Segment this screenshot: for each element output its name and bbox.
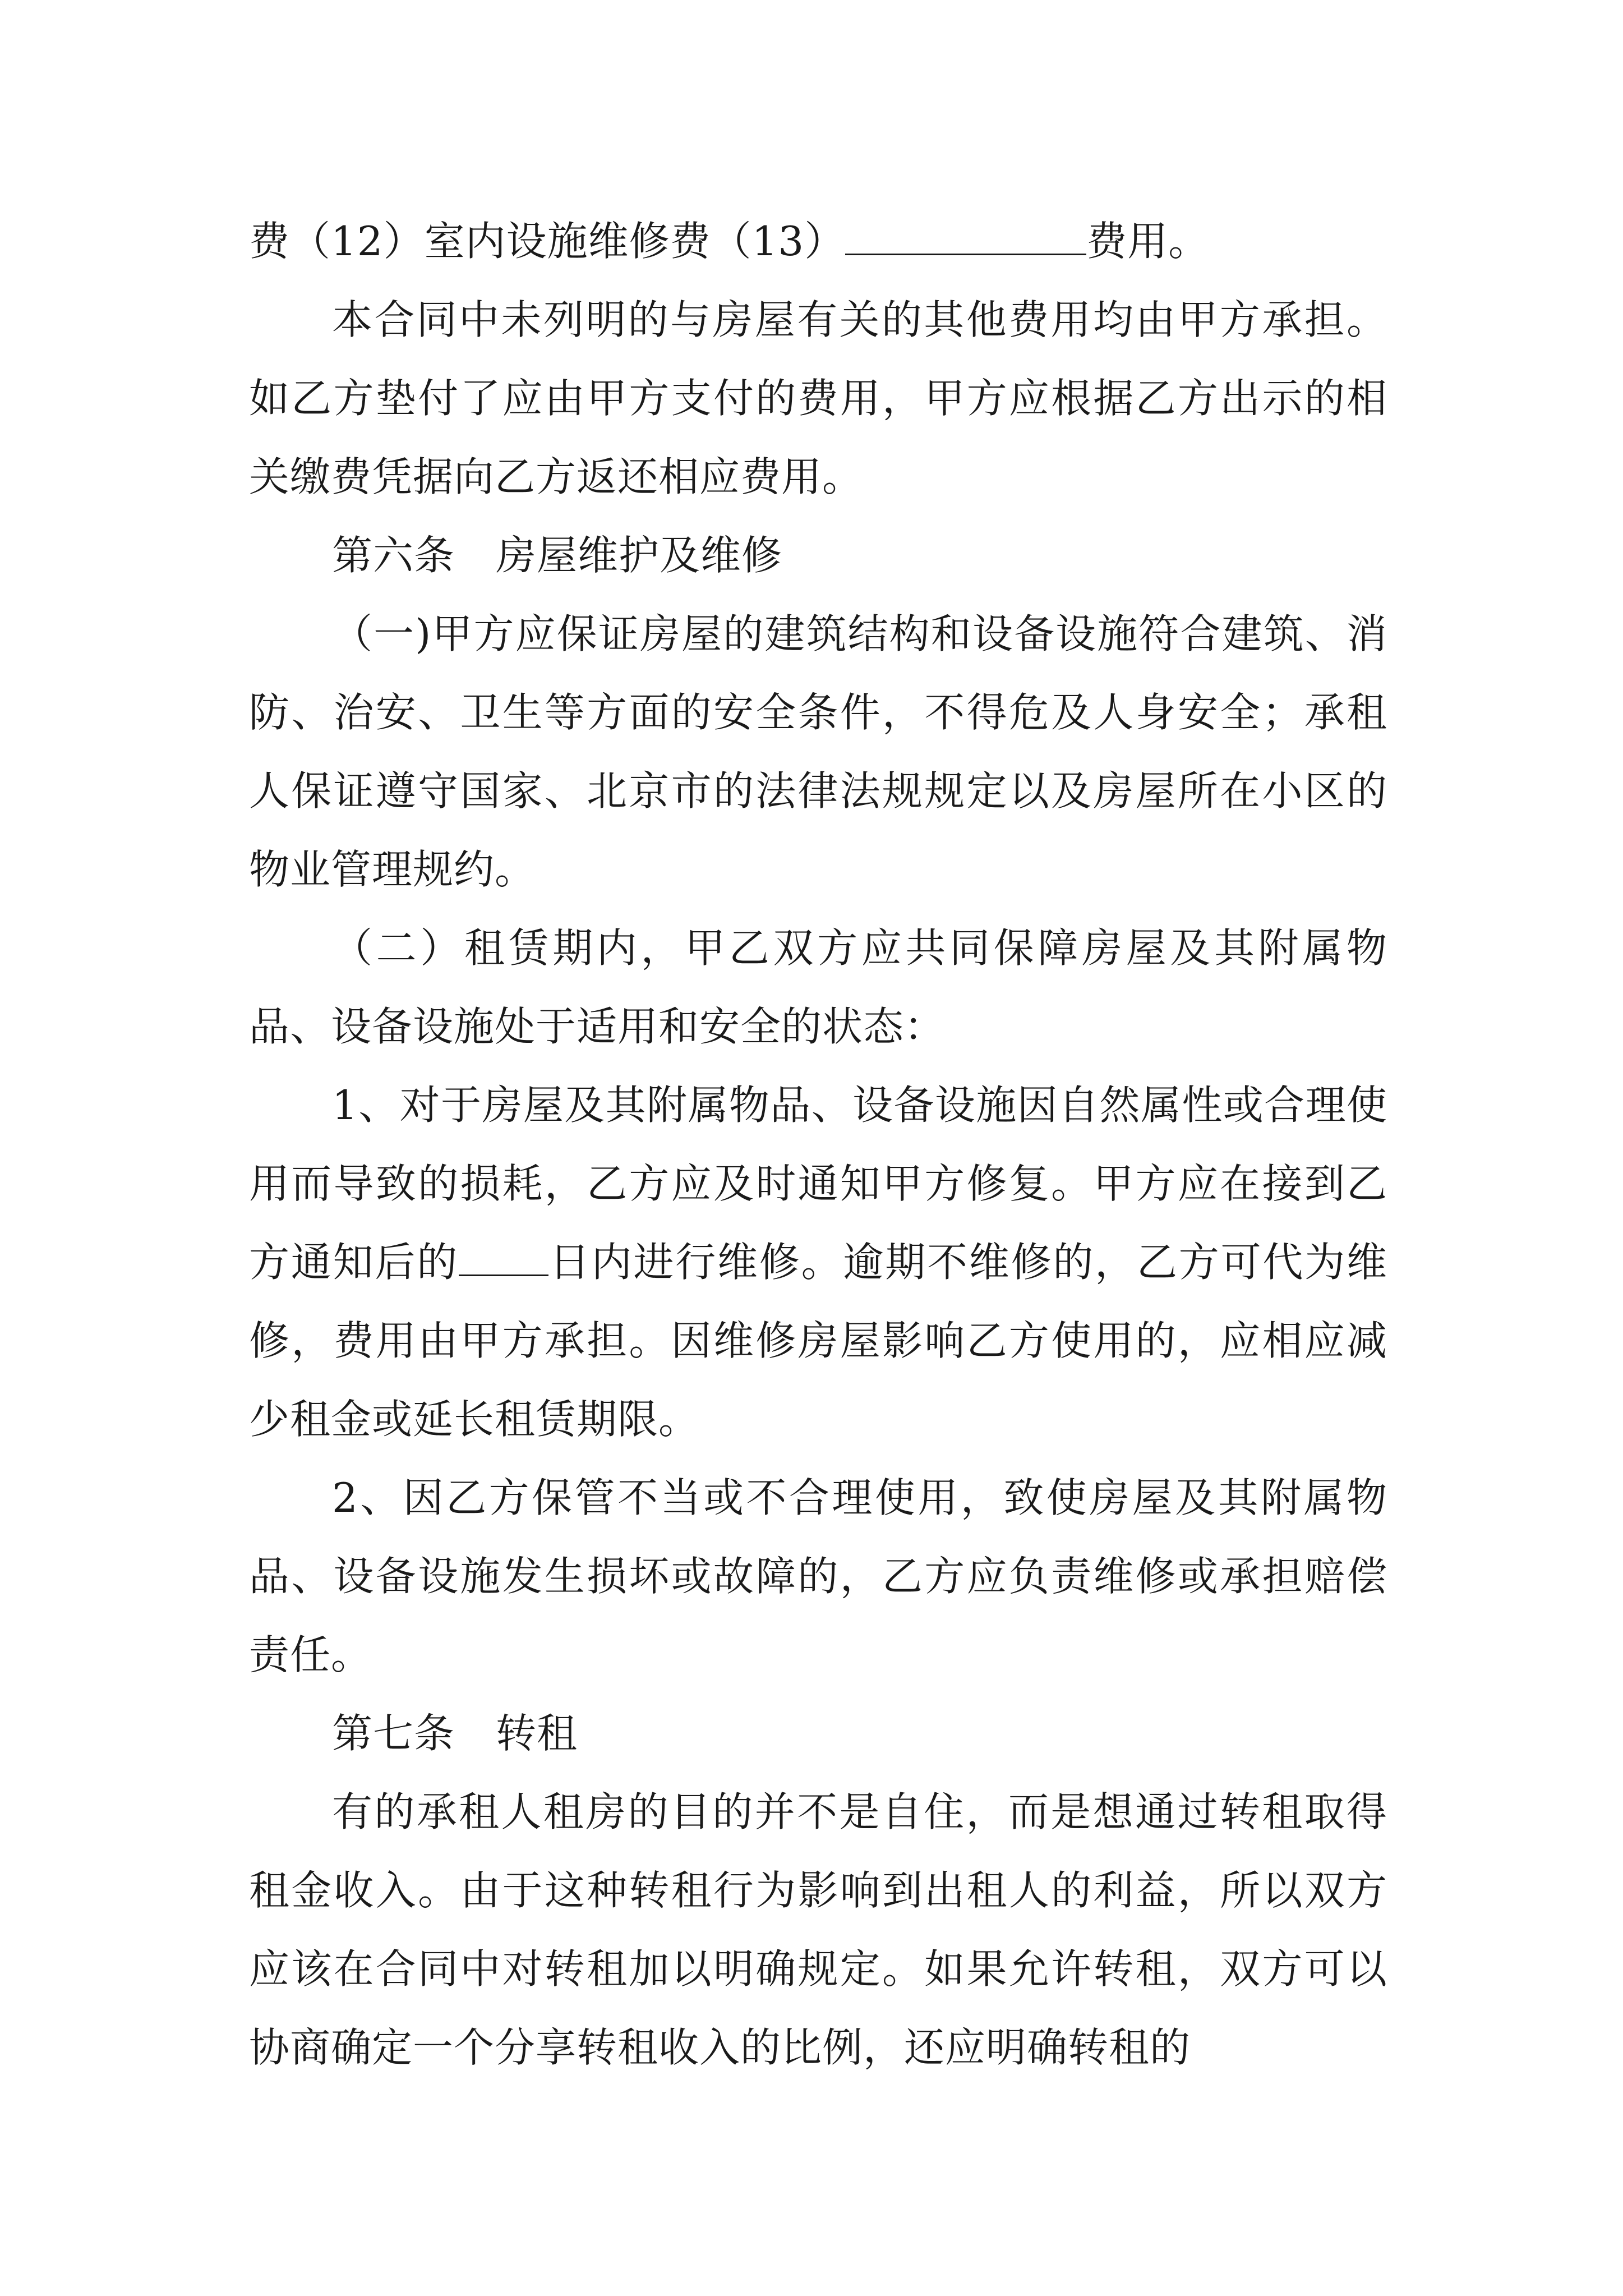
fill-in-blank-days bbox=[459, 1243, 548, 1276]
paragraph-repair-clause-2: 2、因乙方保管不当或不合理使用，致使房屋及其附属物品、设备设施发生损坏或故障的，乙方应负责维修或承担赔偿责任。 bbox=[249, 1474, 1387, 1678]
article-7-heading: 第七条 转租 bbox=[332, 1710, 578, 1757]
paragraph-fee-list-continuation bbox=[249, 202, 1387, 280]
paragraph-other-fees: 本合同中未列明的与房屋有关的其他费用均由甲方承担。如乙方垫付了应由甲方支付的费用，甲方应根据乙方出示的相关缴费凭据向乙方返还相应费用。 bbox=[249, 296, 1387, 500]
paragraph-lease-period-maintenance: （二）租赁期内，甲乙双方应共同保障房屋及其附属物品、设备设施处于适用和安全的状态： bbox=[249, 924, 1387, 1050]
text-segment: 日内进行维修。逾期不维修的，乙方可代为维修，费用由甲方承担。因维修房屋影响乙方使用的，应相应减少租金或延长租赁期限。 bbox=[249, 1239, 1387, 1443]
paragraph-repair-clause-1 bbox=[249, 1066, 1387, 1458]
paragraph-sublease: 有的承租人租房的目的并不是自住，而是想通过转租取得租金收入。由于这种转租行为影响到出租人的利益，所以双方应该在合同中对转租加以明确规定。如果允许转租，双方可以协商确定一个分享转租收入的比例，还应明确转租的 bbox=[249, 1788, 1387, 2071]
text-segment: 1、对于房屋及其附属物品、设备设施因自然属性或合理使用而导致的损耗，乙方应及时通知甲方修复。甲方应在接到乙方通知后的 bbox=[249, 1082, 1387, 1286]
paragraph-safety-conditions: （一)甲方应保证房屋的建筑结构和设备设施符合建筑、消防、治安、卫生等方面的安全条件，不得危及人身安全；承租人保证遵守国家、北京市的法律法规规定以及房屋所在小区的物业管理规约。 bbox=[249, 610, 1387, 893]
text-segment: 费（12）室内设施维修费（13） bbox=[249, 218, 846, 265]
document-body bbox=[249, 202, 1387, 2087]
article-6-heading: 第六条 房屋维护及维修 bbox=[332, 532, 783, 579]
fill-in-blank bbox=[845, 222, 1086, 255]
text-segment: 费用。 bbox=[1086, 218, 1210, 265]
